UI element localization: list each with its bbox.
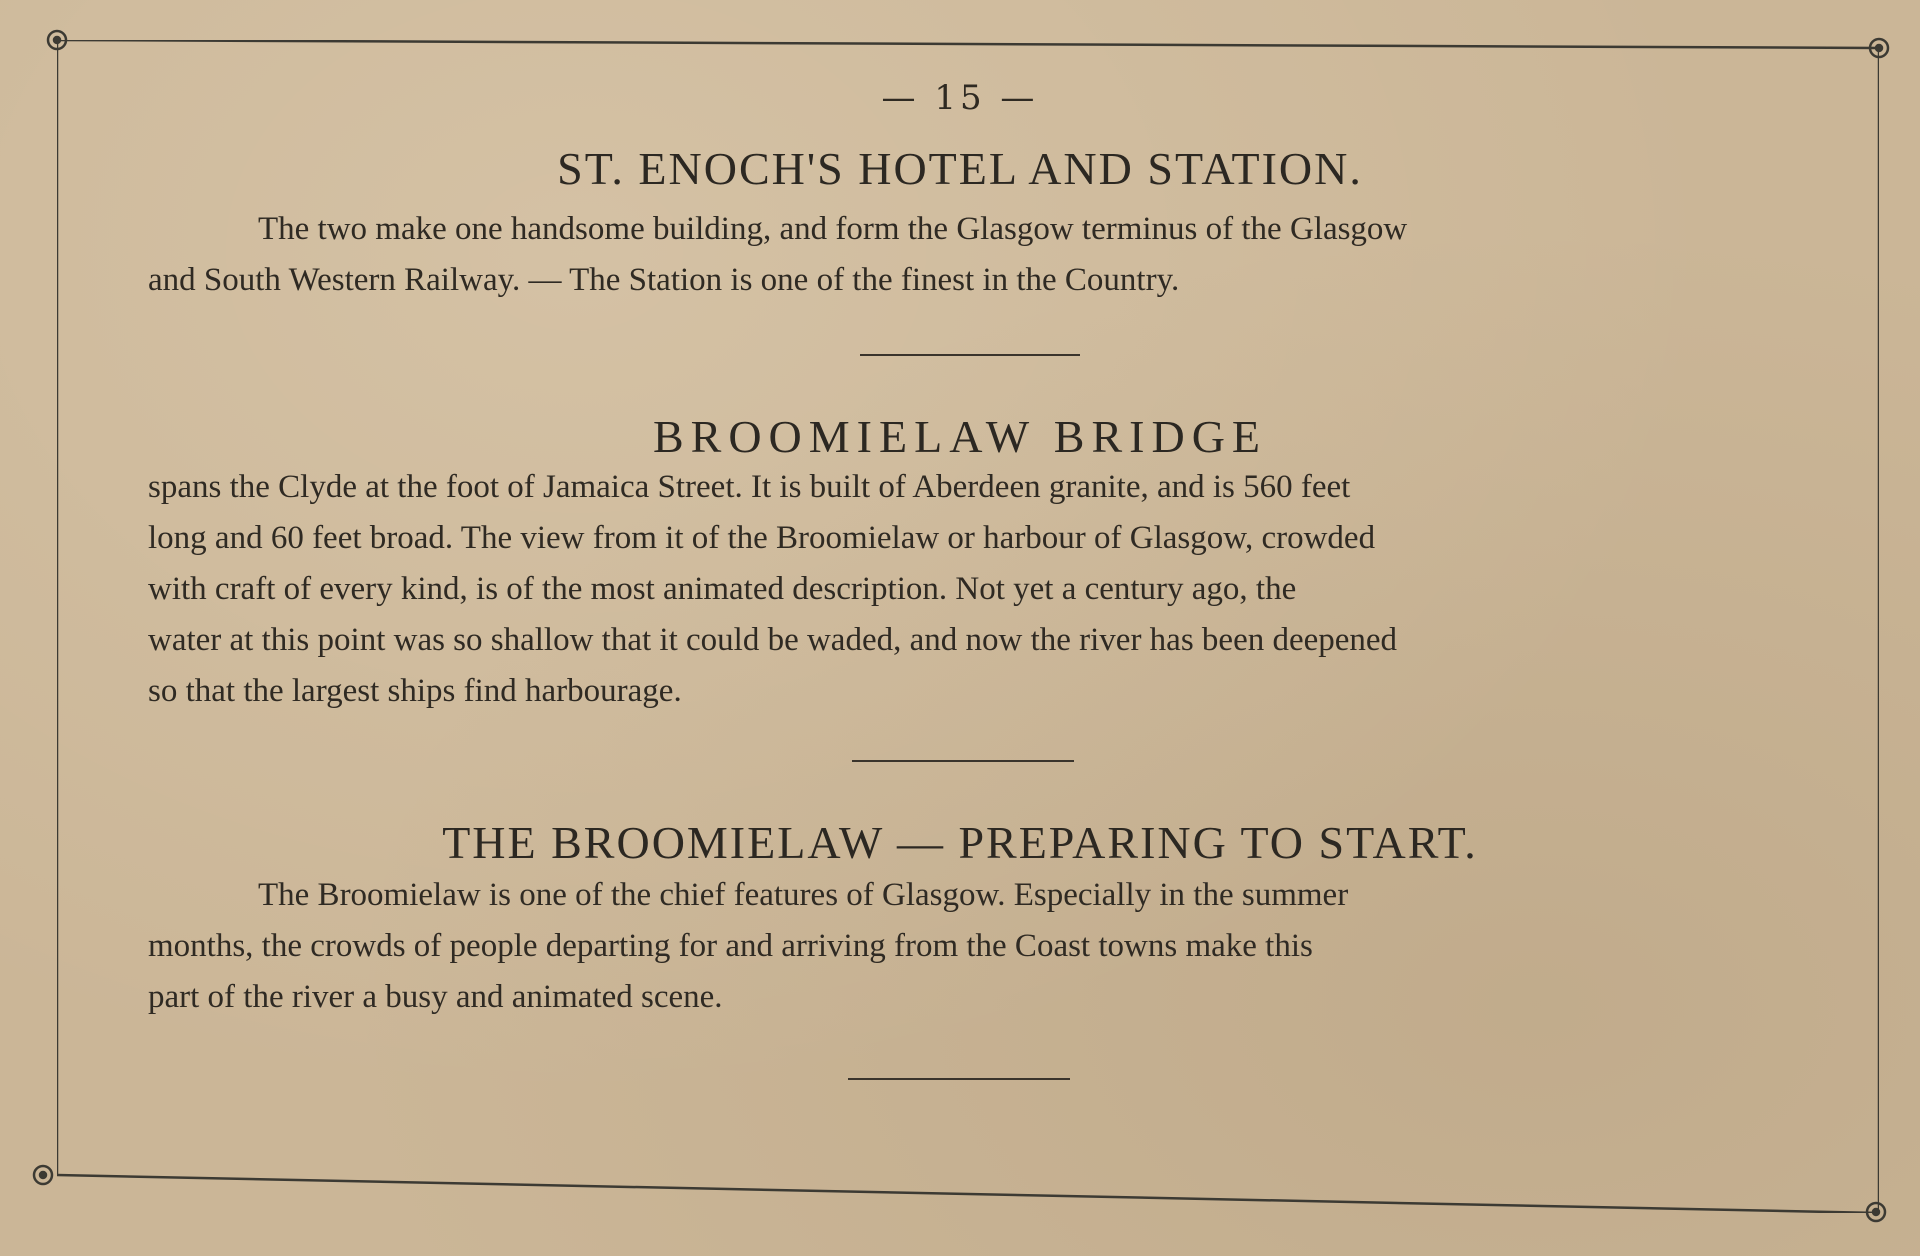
body-line: and South Western Railway. — The Station is one of the finest in the Country.	[148, 262, 1180, 298]
section-body-st-enoch	[148, 204, 1788, 306]
body-line: spans the Clyde at the foot of Jamaica Street. It is built of Aberdeen granite, and is 560 feet	[148, 469, 1351, 505]
body-line: The two make one handsome building, and form the Glasgow terminus of the Glasgow	[258, 211, 1408, 247]
body-line: months, the crowds of people departing for and arriving from the Coast towns make this	[148, 928, 1313, 964]
section-divider	[848, 1078, 1070, 1080]
body-line: The Broomielaw is one of the chief features of Glasgow. Especially in the summer	[258, 877, 1349, 913]
section-body-broomielaw-bridge	[148, 462, 1788, 717]
section-title-broomielaw-bridge: BROOMIELAW BRIDGE	[652, 411, 1268, 462]
section-divider	[860, 354, 1080, 356]
section-body-preparing-to-start	[148, 870, 1788, 1023]
body-line: water at this point was so shallow that it could be waded, and now the river has been deepened	[148, 622, 1398, 658]
body-line: with craft of every kind, is of the most animated description. Not yet a century ago, the	[148, 571, 1297, 607]
corner-ornament-top-right-icon	[1870, 39, 1888, 57]
body-line: long and 60 feet broad. The view from it of the Broomielaw or harbour of Glasgow, crowded	[148, 520, 1376, 556]
section-divider	[852, 760, 1074, 762]
body-line: part of the river a busy and animated scene.	[148, 979, 723, 1015]
corner-ornament-bottom-right-icon	[1867, 1203, 1885, 1221]
page-number: — 15 —	[881, 78, 1039, 118]
section-title-preparing-to-start: THE BROOMIELAW — PREPARING TO START.	[442, 817, 1478, 868]
corner-ornament-bottom-left-icon	[34, 1166, 52, 1184]
corner-ornament-top-left-icon	[48, 31, 66, 49]
section-title-st-enoch: ST. ENOCH'S HOTEL AND STATION.	[557, 143, 1363, 194]
body-line: so that the largest ships find harbourage.	[148, 673, 682, 709]
